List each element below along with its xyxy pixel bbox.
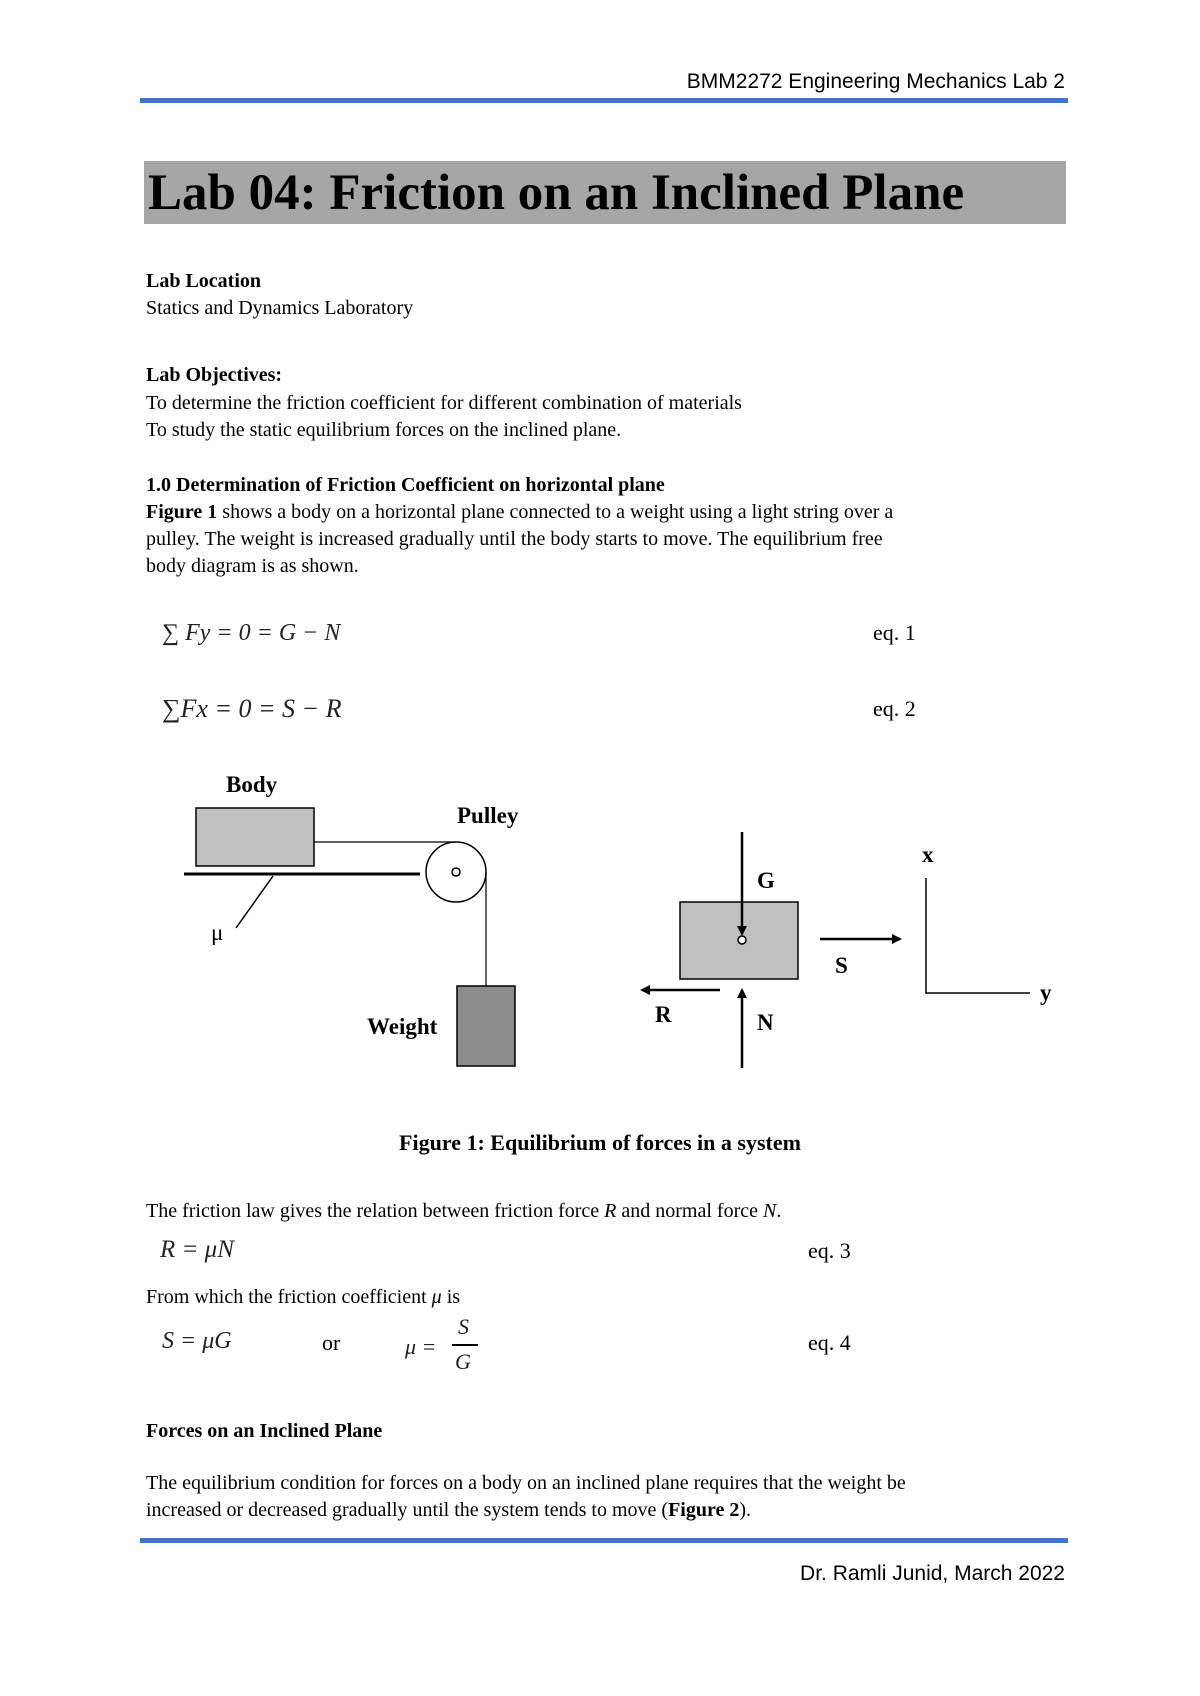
S-label: S (835, 953, 848, 978)
section1-line1 (146, 499, 893, 526)
footer-author: Dr. Ramli Junid, March 2022 (800, 1562, 1065, 1585)
friction-law-text: is (441, 1286, 461, 1308)
mu-label: μ (211, 920, 224, 945)
objective-item: To determine the friction coefficient for different combination of materials (146, 392, 742, 414)
location-heading: Lab Location (146, 270, 262, 292)
friction-law-text: and normal force (616, 1200, 763, 1222)
center-of-mass (738, 936, 746, 944)
pulley-label: Pulley (457, 803, 519, 828)
friction-law-line1 (146, 1198, 781, 1225)
header-rule (140, 98, 1068, 103)
objective-item: To study the static equilibrium forces on the inclined plane. (146, 419, 622, 441)
page-title: Lab 04: Friction on an Inclined Plane (148, 165, 965, 221)
x-axis-label: x (922, 842, 934, 867)
equation-1: ∑ Fy = 0 = G − N (162, 620, 341, 646)
axes (926, 878, 1030, 993)
equation-4-left: S = μG (162, 1328, 232, 1354)
location-value: Statics and Dynamics Laboratory (146, 297, 414, 319)
equation-4-denominator: G (455, 1349, 471, 1374)
body-block (196, 808, 314, 866)
N-label: N (757, 1010, 774, 1035)
symbol-mu: μ (431, 1286, 442, 1308)
symbol-R: R (604, 1200, 617, 1222)
objectives-heading: Lab Objectives: (146, 364, 283, 386)
equation-1-label: eq. 1 (873, 620, 916, 645)
equation-2-label: eq. 2 (873, 696, 916, 721)
y-axis-label: y (1040, 980, 1052, 1005)
equation-4-numerator: S (458, 1314, 469, 1339)
friction-law-text: . (776, 1200, 782, 1222)
fraction-bar (452, 1344, 478, 1346)
equation-4-label: eq. 4 (808, 1330, 851, 1355)
footer-rule (140, 1538, 1068, 1543)
inclined-line1: The equilibrium condition for forces on a body on an inclined plane requires that the weight be (146, 1472, 906, 1494)
weight-label: Weight (367, 1014, 438, 1039)
weight-block (457, 986, 515, 1066)
inclined-heading: Forces on an Inclined Plane (146, 1420, 383, 1442)
friction-law-text: The friction law gives the relation between friction force (146, 1200, 605, 1222)
section1-text: shows a body on a horizontal plane connected to a weight using a light string over a (217, 501, 894, 523)
R-label: R (655, 1002, 672, 1027)
equation-2: ∑Fx = 0 = S − R (162, 694, 342, 723)
figure1-caption: Figure 1: Equilibrium of forces in a system (399, 1130, 801, 1155)
figure2-ref: Figure 2 (668, 1499, 740, 1521)
friction-law-text: From which the friction coefficient (146, 1286, 432, 1308)
figure1-ref: Figure 1 (146, 501, 218, 523)
pulley-axle (452, 868, 460, 876)
inclined-text: increased or decreased gradually until the system tends to move ( (146, 1499, 669, 1521)
body-label: Body (226, 772, 278, 797)
equation-4-mu: μ = (405, 1334, 437, 1359)
section1-line2: pulley. The weight is increased gradually until the body starts to move. The equilibrium free (146, 528, 883, 550)
equation-3-label: eq. 3 (808, 1238, 851, 1263)
mu-pointer (236, 876, 273, 928)
inclined-text: ). (739, 1499, 752, 1521)
section1-line3: body diagram is as shown. (146, 555, 359, 577)
inclined-line2 (146, 1497, 751, 1524)
equation-3: R = μN (160, 1236, 234, 1263)
section1-heading: 1.0 Determination of Friction Coefficient on horizontal plane (146, 474, 665, 496)
friction-law-line2 (146, 1284, 460, 1311)
header-course: BMM2272 Engineering Mechanics Lab 2 (686, 70, 1065, 93)
figure1-diagram (0, 760, 1200, 1080)
G-label: G (757, 868, 775, 893)
symbol-N: N (762, 1200, 777, 1222)
equation-4-or: or (322, 1330, 341, 1355)
